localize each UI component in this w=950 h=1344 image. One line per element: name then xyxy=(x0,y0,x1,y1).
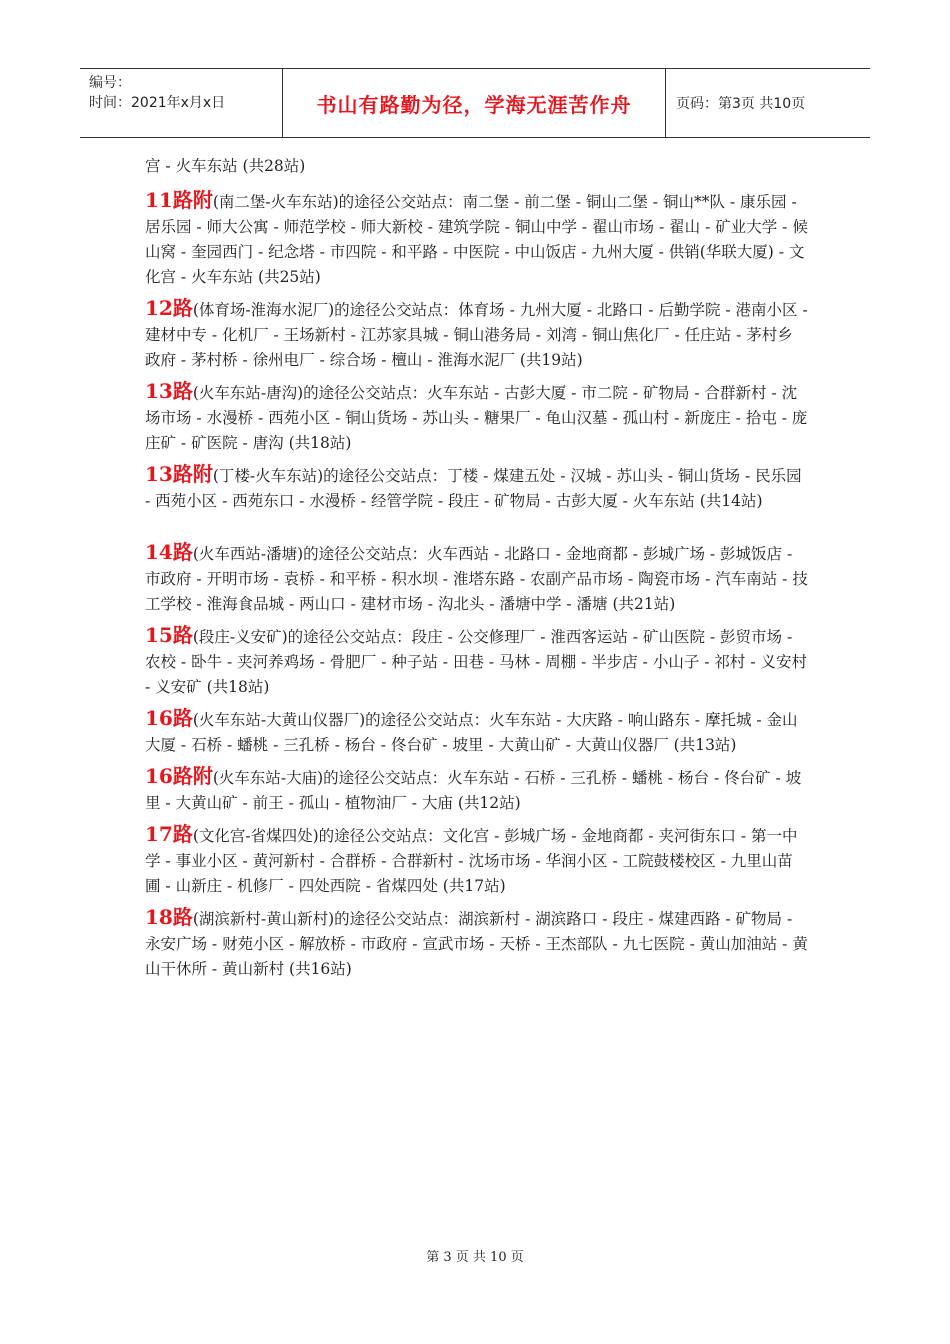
date-label: 时间：2021年x月x日 xyxy=(89,95,226,111)
route-stops-text: (湖滨新村-黄山新村)的途径公交站点：湖滨新村 - 湖滨路口 - 段庄 - 煤建西路 - 矿物局 - 永安广场 - 财苑小区 - 解放桥 - 市政府 - 宣武市场 - 天桥 - 王杰部队 - 九七医院 - 黄山加油站 - 黄山干休所 - 黄山新村 (共16站) xyxy=(145,910,808,978)
route-stops-text: (丁楼-火车东站)的途径公交站点：丁楼 - 煤建五处 - 汉城 - 苏山头 - 铜山货场 - 民乐园 - 西苑小区 - 西苑东口 - 水漫桥 - 经管学院 - 段庄 - 矿物局 - 古彭大厦 - 火车东站 (共14站) xyxy=(145,467,802,510)
route-list xyxy=(145,188,808,982)
route-stops-text: (火车东站-大黄山仪器厂)的途径公交站点：火车东站 - 大庆路 - 响山路东 - 摩托城 - 金山大厦 - 石桥 - 蟠桃 - 三孔桥 - 杨台 - 佟台矿 - 坡里 - 大黄山矿 - 大黄山仪器厂 (共13站) xyxy=(145,711,798,754)
route-number: 16路 xyxy=(145,706,193,730)
route-number: 11路附 xyxy=(145,188,213,212)
document-body xyxy=(145,150,808,982)
route-entry xyxy=(145,296,808,373)
route-entry xyxy=(145,540,808,617)
route-stops-text: (南二堡-火车东站)的途径公交站点：南二堡 - 前二堡 - 铜山二堡 - 铜山**队 - 康乐园 - 居乐园 - 师大公寓 - 师范学校 - 师大新校 - 建筑学院 - 铜山中学 - 翟山市场 - 翟山 - 矿业大学 - 候山窝 - 奎园西门 - 纪念塔 - 市四院 - 和平路 - 中医院 - 中山饭店 - 九州大厦 - 供销(华联大厦) - 文化宫 - 火车东站 (共25站) xyxy=(145,193,808,286)
route-entry xyxy=(145,379,808,456)
number-label: 编号： xyxy=(89,75,131,91)
route-stops-text: (火车东站-唐沟)的途径公交站点：火车东站 - 古彭大厦 - 市二院 - 矿物局 - 合群新村 - 沈场市场 - 水漫桥 - 西苑小区 - 铜山货场 - 苏山头 - 糖果厂 - 龟山汉墓 - 孤山村 - 新庞庄 - 拾屯 - 庞庄矿 - 矿医院 - 唐沟 (共18站) xyxy=(145,384,808,452)
page-footer: 第 3 页 共 10 页 xyxy=(426,1250,524,1265)
route-entry xyxy=(145,462,808,514)
header-meta xyxy=(80,69,283,137)
route-number: 12路 xyxy=(145,296,193,320)
route-stops-text: (段庄-义安矿)的途径公交站点：段庄 - 公交修理厂 - 淮西客运站 - 矿山医院 - 彭贸市场 - 农校 - 卧牛 - 夹河养鸡场 - 骨肥厂 - 种子站 - 田巷 - 马林 - 周棚 - 半步店 - 小山子 - 祁村 - 义安村 - 义安矿 (共18站) xyxy=(145,628,808,696)
route-number: 18路 xyxy=(145,905,193,929)
route-entry xyxy=(145,623,808,700)
page-header xyxy=(80,68,870,138)
route-number: 17路 xyxy=(145,822,193,846)
route-stops-text: (体育场-淮海水泥厂)的途径公交站点：体育场 - 九州大厦 - 北路口 - 后勤学院 - 港南小区 - 建材中专 - 化机厂 - 王场新村 - 江苏家具城 - 铜山港务局 - 刘湾 - 铜山焦化厂 - 任庄站 - 茅村乡政府 - 茅村桥 - 徐州电厂 - 综合场 - 檀山 - 淮海水泥厂 (共19站) xyxy=(145,301,808,369)
route-stops-text: (火车东站-大庙)的途径公交站点：火车东站 - 石桥 - 三孔桥 - 蟠桃 - 杨台 - 佟台矿 - 坡里 - 大黄山矿 - 前王 - 孤山 - 植物油厂 - 大庙 (共12站) xyxy=(145,769,802,812)
route-number: 15路 xyxy=(145,623,193,647)
route-entry xyxy=(145,188,808,290)
route-stops-text: (火车西站-潘塘)的途径公交站点：火车西站 - 北路口 - 金地商都 - 彭城广场 - 彭城饭店 - 市政府 - 开明市场 - 袁桥 - 和平桥 - 积水坝 - 淮塔东路 - 农副产品市场 - 陶瓷市场 - 汽车南站 - 技工学校 - 淮海食品城 - 两山口 - 建材市场 - 沟北头 - 潘塘中学 - 潘塘 (共21站) xyxy=(145,545,808,613)
continuation-text: 宫 - 火车东站 (共28站) xyxy=(145,157,306,175)
route-number: 13路 xyxy=(145,379,193,403)
section-spacer xyxy=(145,514,808,534)
route-number: 14路 xyxy=(145,540,193,564)
header-motto: 书山有路勤为径，学海无涯苦作舟 xyxy=(283,69,666,137)
route-number: 13路附 xyxy=(145,462,213,486)
route-entry xyxy=(145,905,808,982)
route-entry xyxy=(145,764,808,816)
route-entry xyxy=(145,822,808,899)
header-page-info: 页码：第3页 共10页 xyxy=(676,96,806,112)
route-number: 16路附 xyxy=(145,764,213,788)
route-entry xyxy=(145,706,808,758)
route-stops-text: (文化宫-省煤四处)的途径公交站点：文化宫 - 彭城广场 - 金地商都 - 夹河街东口 - 第一中学 - 事业小区 - 黄河新村 - 合群桥 - 合群新村 - 沈场市场 - 华润小区 - 工院鼓楼校区 - 九里山苗圃 - 山新庄 - 机修厂 - 四处西院 - 省煤四处 (共17站) xyxy=(145,827,798,895)
